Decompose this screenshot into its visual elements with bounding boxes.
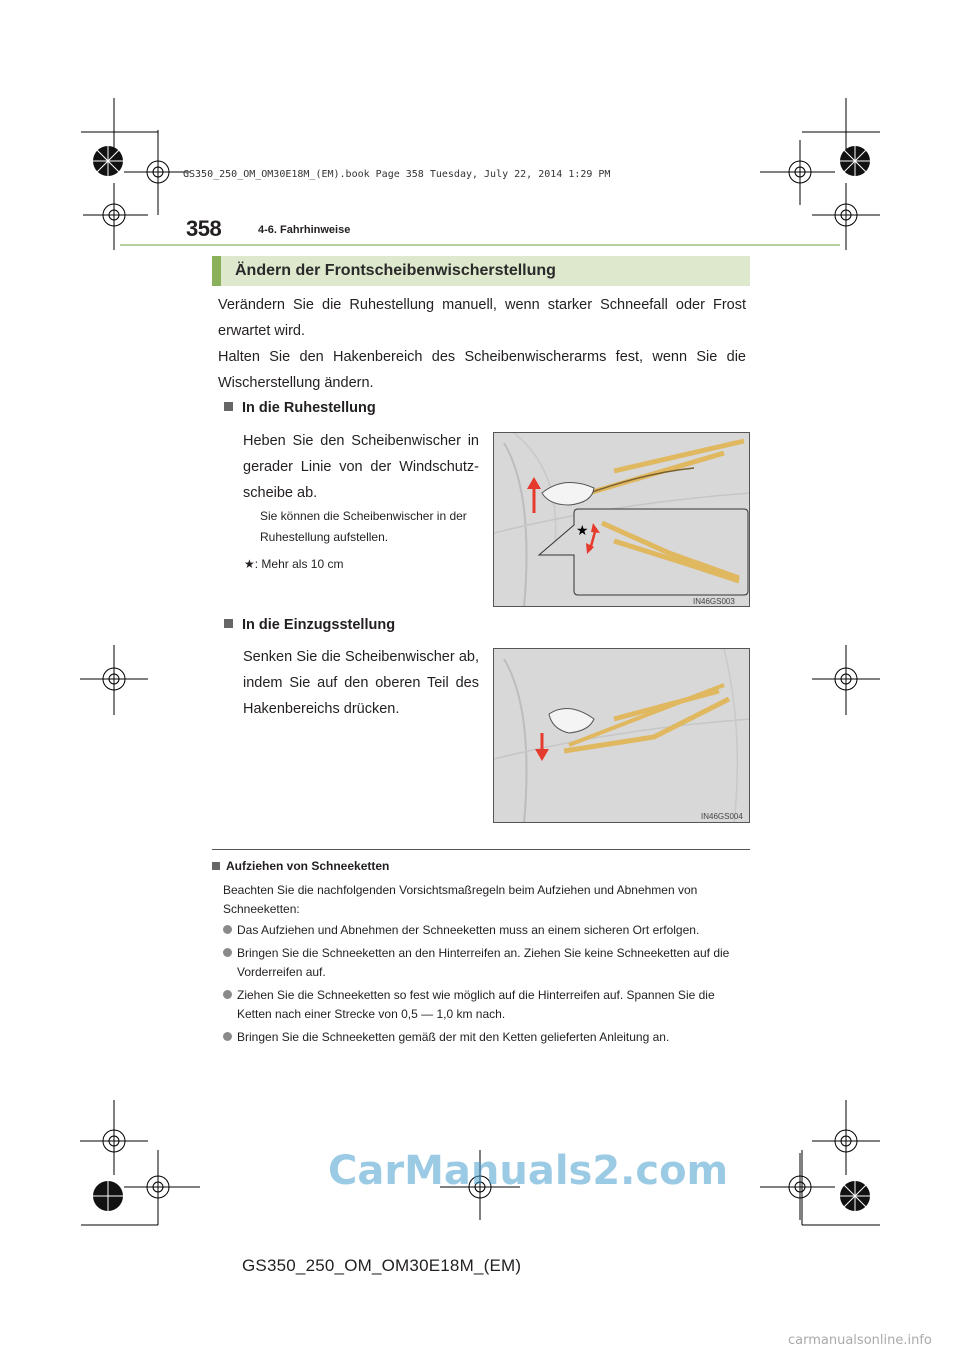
bullet-icon	[223, 925, 232, 934]
star-icon: ★	[576, 522, 589, 538]
figure-code-rest: IN46GS003	[693, 597, 735, 606]
header-rule	[120, 244, 840, 246]
list-item: Ziehen Sie die Schneeketten so fest wie möglich auf die Hinterreifen auf. Spannen Sie die Ketten nach einer Strecke von 0,5 — 1,0 km nach.	[223, 986, 749, 1024]
figure-rest-position	[493, 432, 750, 607]
footer-code: GS350_250_OM_OM30E18M_(EM)	[242, 1256, 522, 1275]
chapter-title: 4-6. Fahrhinweise	[258, 224, 351, 236]
print-mark: GS350_250_OM_OM30E18M_(EM).book Page 358 Tuesday, July 22, 2014 1:29 PM	[183, 169, 611, 180]
section-heading	[212, 256, 750, 286]
notes-rule	[212, 849, 750, 850]
bullet-square-icon	[224, 402, 233, 411]
watermark-online: carmanualsonline.info	[788, 1333, 932, 1348]
list-item: Das Aufziehen und Abnehmen der Schneeketten muss an einem sicheren Ort erfolgen.	[223, 921, 749, 940]
rest-position-heading: In die Ruhestellung	[224, 400, 376, 416]
notes-intro: Beachten Sie die nachfolgenden Vorsichtsmaßregeln beim Aufziehen und Abnehmen von Schneeketten:	[223, 883, 698, 916]
intro-paragraph-1: Verändern Sie die Ruhestellung manuell, wenn starker Schneefall oder Frost erwartet wird.	[218, 297, 746, 339]
bullet-icon	[223, 990, 232, 999]
intro-paragraph-2: Halten Sie den Hakenbereich des Scheibenwischerarms fest, wenn Sie die Wischerstellung ändern.	[218, 349, 746, 391]
page-number: 358	[186, 216, 222, 241]
figure-retract-position	[493, 648, 750, 823]
bullet-square-icon	[224, 619, 233, 628]
rest-position-note: Sie können die Scheibenwischer in der Ruhestellung aufstellen.	[260, 509, 467, 544]
bullet-square-icon	[212, 862, 220, 870]
watermark-carmanuals: CarManuals2.com	[328, 1148, 729, 1194]
notes-heading: Aufziehen von Schneeketten	[212, 859, 389, 873]
retract-position-instruction: Senken Sie die Scheibenwischer ab, indem Sie auf den oberen Teil des Hakenbereichs drücken.	[243, 649, 479, 717]
section-title: Ändern der Frontscheibenwischerstellung	[235, 262, 556, 279]
retract-position-heading: In die Einzugsstellung	[224, 617, 395, 633]
bullet-icon	[223, 948, 232, 957]
list-item: Bringen Sie die Schneeketten an den Hinterreifen an. Ziehen Sie keine Schneeketten auf die Vorderreifen auf.	[223, 944, 749, 982]
list-item: Bringen Sie die Schneeketten gemäß der mit den Ketten gelieferten Anleitung an.	[223, 1028, 749, 1047]
figure-code-retract: IN46GS004	[701, 812, 743, 821]
rest-position-instruction: Heben Sie den Scheibenwischer in gerader Linie von der Windschutzscheibe ab.	[243, 433, 479, 501]
bullet-icon	[223, 1032, 232, 1041]
star-legend: ★: Mehr als 10 cm	[244, 557, 344, 571]
notes-bullet-list	[223, 921, 749, 1047]
